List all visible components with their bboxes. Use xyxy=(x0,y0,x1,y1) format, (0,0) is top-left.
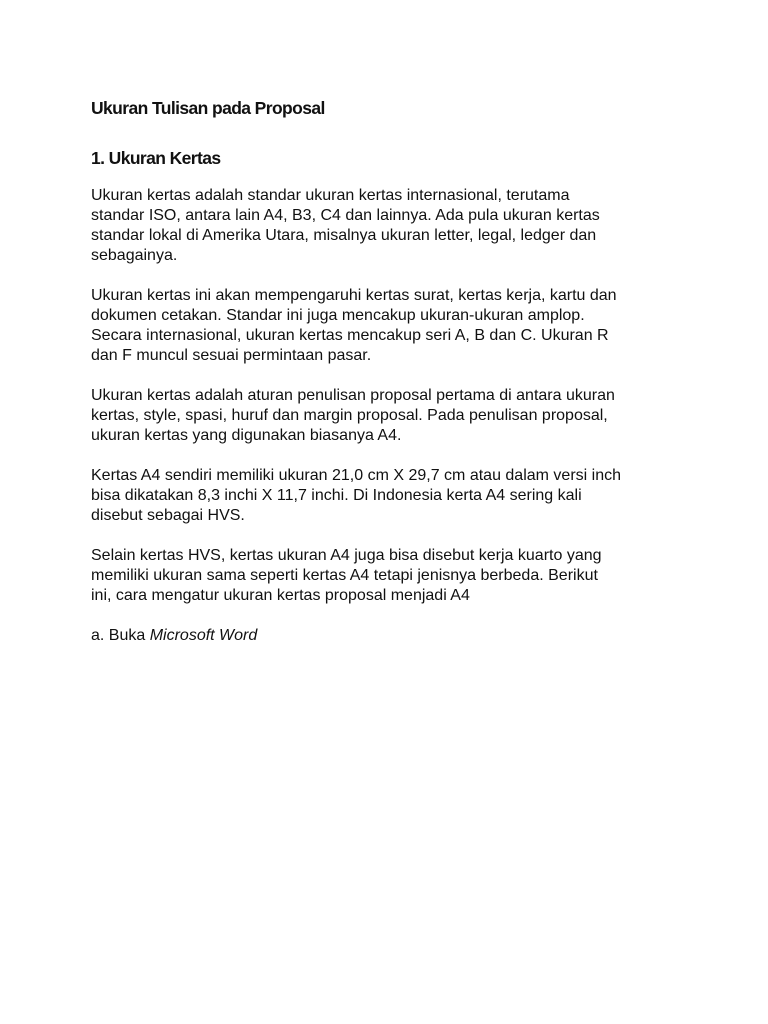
paragraph-line: disebut sebagai HVS. xyxy=(91,507,245,524)
paragraph-5 xyxy=(91,546,691,606)
step-a-app-name: Microsoft Word xyxy=(149,627,258,644)
paragraph-line: standar lokal di Amerika Utara, misalnya ukuran letter, legal, ledger dan xyxy=(91,227,597,244)
paragraph-line: Secara internasional, ukuran kertas mencakup seri A, B dan C. Ukuran R xyxy=(91,327,609,344)
paragraph-line: kertas, style, spasi, huruf dan margin proposal. Pada penulisan proposal, xyxy=(91,407,608,424)
paragraph-line: memiliki ukuran sama seperti kertas A4 tetapi jenisnya berbeda. Berikut xyxy=(91,567,598,584)
paragraph-line: dokumen cetakan. Standar ini juga mencakup ukuran-ukuran amplop. xyxy=(91,307,585,324)
document-body xyxy=(91,96,691,646)
paragraph-line: Ukuran kertas adalah aturan penulisan proposal pertama di antara ukuran xyxy=(91,387,615,404)
paragraph-line: sebagainya. xyxy=(91,247,178,264)
paragraph-line: Selain kertas HVS, kertas ukuran A4 juga bisa disebut kerja kuarto yang xyxy=(91,547,602,564)
document-title: Ukuran Tulisan pada Proposal xyxy=(91,98,325,118)
paragraph-line: bisa dikatakan 8,3 inchi X 11,7 inchi. Di Indonesia kerta A4 sering kali xyxy=(91,487,582,504)
paragraph-line: Kertas A4 sendiri memiliki ukuran 21,0 cm X 29,7 cm atau dalam versi inch xyxy=(91,467,622,484)
paragraph-line: standar ISO, antara lain A4, B3, C4 dan lainnya. Ada pula ukuran kertas xyxy=(91,207,600,224)
step-a-open-word xyxy=(91,626,691,646)
section-heading-ukuran-kertas: 1. Ukuran Kertas xyxy=(91,148,221,168)
paragraph-line: Ukuran kertas ini akan mempengaruhi kertas surat, kertas kerja, kartu dan xyxy=(91,287,617,304)
paragraph-line: dan F muncul sesuai permintaan pasar. xyxy=(91,347,372,364)
paragraph-line: Ukuran kertas adalah standar ukuran kertas internasional, terutama xyxy=(91,187,570,204)
paragraph-1 xyxy=(91,186,691,266)
paragraph-line: ukuran kertas yang digunakan biasanya A4. xyxy=(91,427,402,444)
paragraph-3 xyxy=(91,386,691,446)
step-a-prefix: a. Buka xyxy=(91,627,150,644)
paragraph-4 xyxy=(91,466,691,526)
paragraph-line: ini, cara mengatur ukuran kertas proposal menjadi A4 xyxy=(91,587,470,604)
paragraph-2 xyxy=(91,286,691,366)
